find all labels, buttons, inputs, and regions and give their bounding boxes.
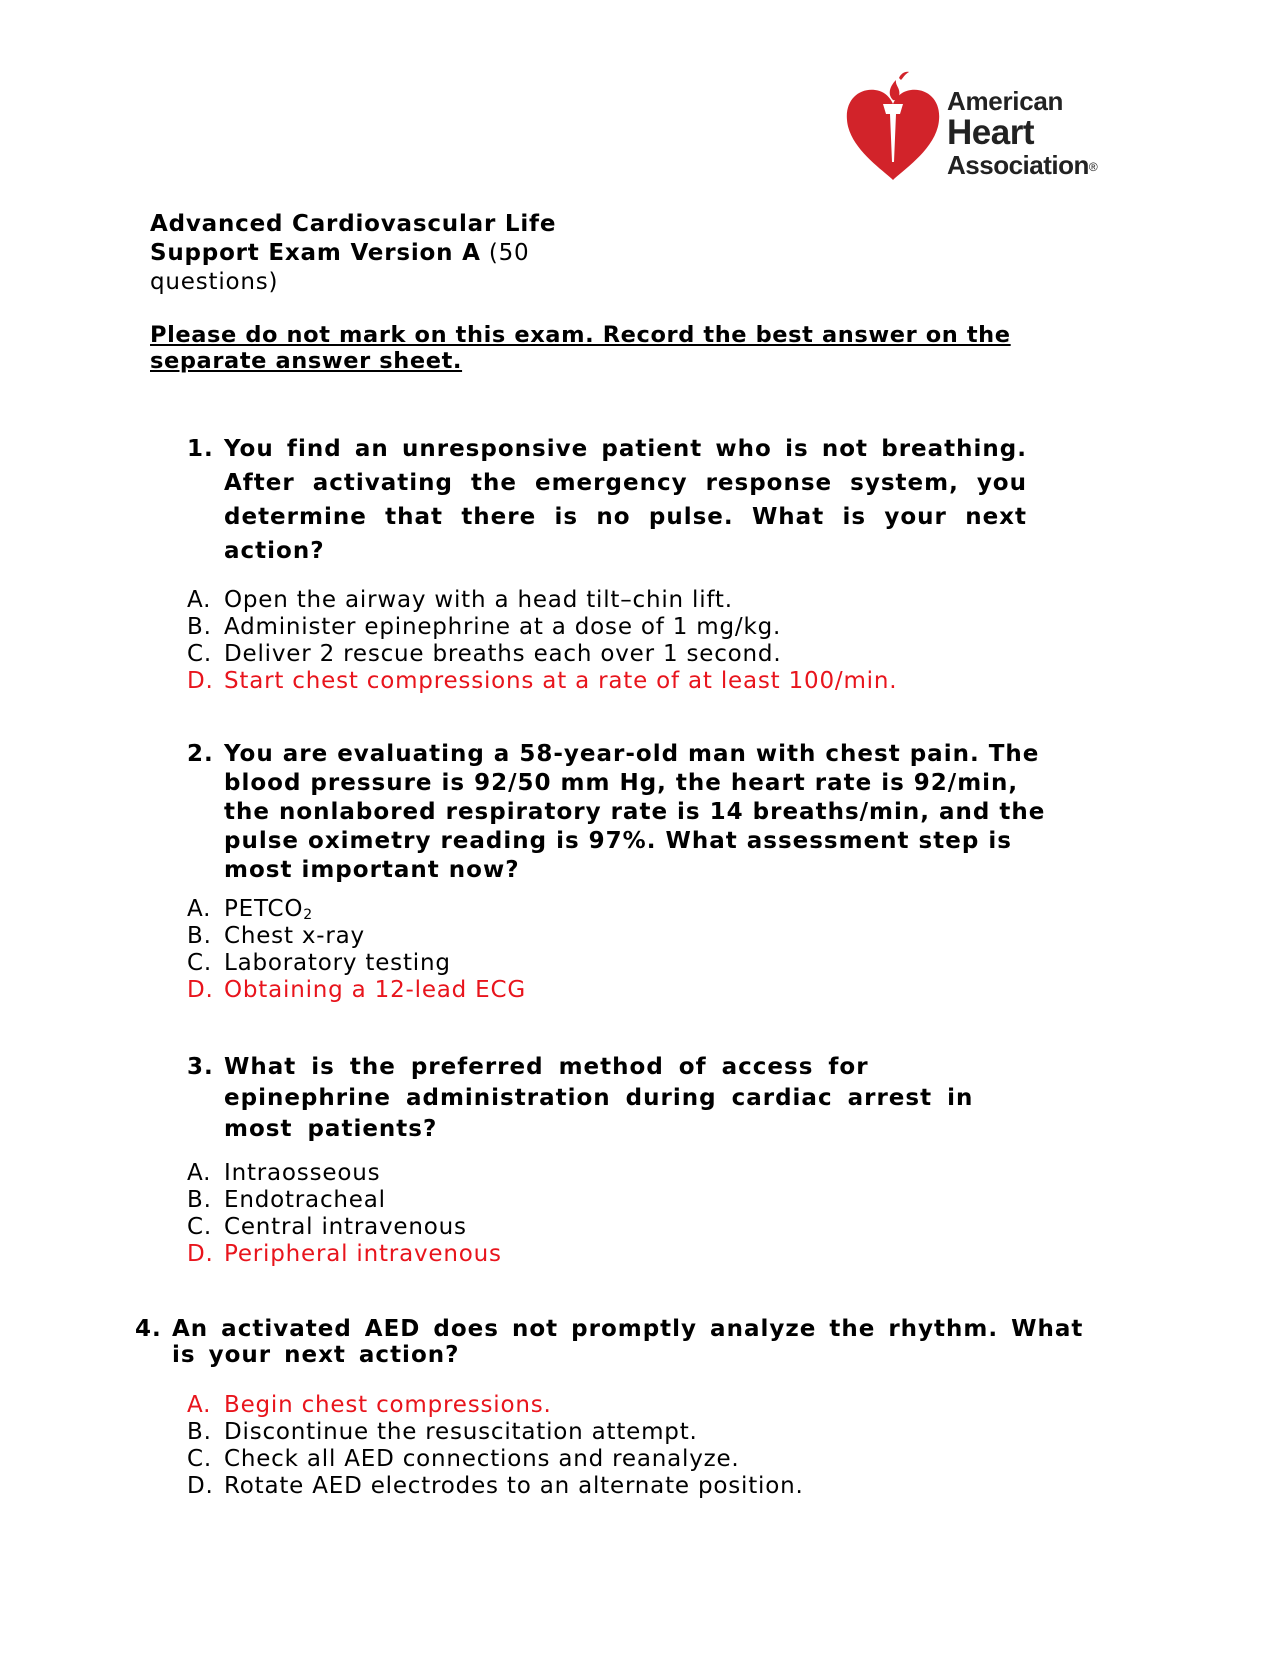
option-letter: A. (187, 896, 212, 922)
question-text: What is the preferred method of access for epinephrine administration during cardiac arrest in most patients? (224, 1054, 974, 1142)
option-letter: D. (187, 1473, 214, 1499)
question-1 (187, 432, 1027, 568)
option-letter: C. (187, 1446, 212, 1472)
logo-association-text: Association (947, 150, 1089, 180)
option-text: PETCO (224, 896, 304, 922)
option-text: Check all AED connections and reanalyze. (224, 1446, 740, 1472)
option-letter: A. (187, 1160, 212, 1186)
answer-option (187, 950, 526, 977)
question-4 (135, 1316, 1095, 1368)
option-text: Peripheral intravenous (224, 1241, 502, 1267)
option-text: Chest x-ray (224, 923, 365, 949)
logo-line-association (947, 150, 1097, 182)
option-text: Open the airway with a head tilt–chin lift. (224, 587, 733, 613)
exam-title-suffix: (50 questions) (150, 240, 530, 295)
option-text: Administer epinephrine at a dose of 1 mg/kg. (224, 614, 782, 640)
answer-option (187, 1446, 804, 1473)
exam-title-bold: Advanced Cardiovascular Life Support Exam Version A (150, 211, 557, 266)
torch-flame (890, 80, 900, 100)
option-text: Begin chest compressions. (224, 1392, 552, 1418)
option-letter: C. (187, 641, 212, 667)
answer-option-correct (187, 1392, 804, 1419)
option-letter: D. (187, 668, 214, 694)
option-text: Intraosseous (224, 1160, 381, 1186)
answer-option-correct (187, 1241, 502, 1268)
answer-option (187, 1473, 804, 1500)
option-letter: D. (187, 1241, 214, 1267)
logo-line-heart: Heart (947, 113, 1034, 152)
answer-option-correct (187, 668, 897, 695)
question-4-options (187, 1392, 804, 1500)
exam-instruction: Please do not mark on this exam. Record the best answer on the separate answer sheet. (150, 322, 1011, 374)
answer-option (187, 1160, 502, 1187)
option-subscript: 2 (303, 907, 313, 923)
question-2 (187, 740, 1067, 885)
answer-option (187, 641, 897, 668)
logo-line-american: American (947, 86, 1064, 116)
option-letter: C. (187, 1214, 212, 1240)
question-1-options (187, 587, 897, 695)
exam-title (150, 210, 610, 297)
answer-option (187, 614, 897, 641)
answer-option (187, 1419, 804, 1446)
option-text: Obtaining a 12-lead ECG (224, 977, 526, 1003)
question-2-options (187, 896, 526, 1004)
logo-wordmark (947, 86, 1097, 182)
question-text: You find an unresponsive patient who is not breathing. After activating the emergency response system, you determine that there is no pulse. What is your next action? (224, 436, 1027, 564)
option-text: Rotate AED electrodes to an alternate position. (224, 1473, 804, 1499)
option-text: Central intravenous (224, 1214, 467, 1240)
option-letter: B. (187, 923, 212, 949)
option-letter: A. (187, 1392, 212, 1418)
torch-flame-tip (899, 72, 909, 80)
option-text: Deliver 2 rescue breaths each over 1 second. (224, 641, 782, 667)
heart-torch-icon (843, 70, 943, 190)
option-text: Discontinue the resuscitation attempt. (224, 1419, 698, 1445)
option-text: Endotracheal (224, 1187, 386, 1213)
question-3-options (187, 1160, 502, 1268)
answer-option-correct (187, 977, 526, 1004)
answer-option (187, 923, 526, 950)
question-text: An activated AED does not promptly analyze the rhythm. What is your next action? (172, 1316, 1084, 1368)
option-letter: B. (187, 614, 212, 640)
question-text: You are evaluating a 58-year-old man with chest pain. The blood pressure is 92/50 mm Hg, the heart rate is 92/min, the nonlabored respiratory rate is 14 breaths/min, and the pulse oximetry reading is 97%. What assessment step is most important now? (224, 741, 1046, 883)
option-letter: A. (187, 587, 212, 613)
option-text: Start chest compressions at a rate of at least 100/min. (224, 668, 898, 694)
question-number: 3. (187, 1054, 214, 1080)
question-number: 4. (135, 1316, 162, 1342)
answer-option (187, 1187, 502, 1214)
option-letter: B. (187, 1419, 212, 1445)
question-number: 1. (187, 436, 214, 462)
option-text: Laboratory testing (224, 950, 451, 976)
answer-option (187, 1214, 502, 1241)
option-letter: C. (187, 950, 212, 976)
option-letter: B. (187, 1187, 212, 1213)
question-number: 2. (187, 741, 214, 767)
option-letter: D. (187, 977, 214, 1003)
answer-option (187, 587, 897, 614)
question-3 (187, 1052, 1047, 1145)
registered-mark: ® (1088, 160, 1098, 175)
answer-option (187, 896, 526, 923)
american-heart-association-logo (843, 70, 1143, 190)
